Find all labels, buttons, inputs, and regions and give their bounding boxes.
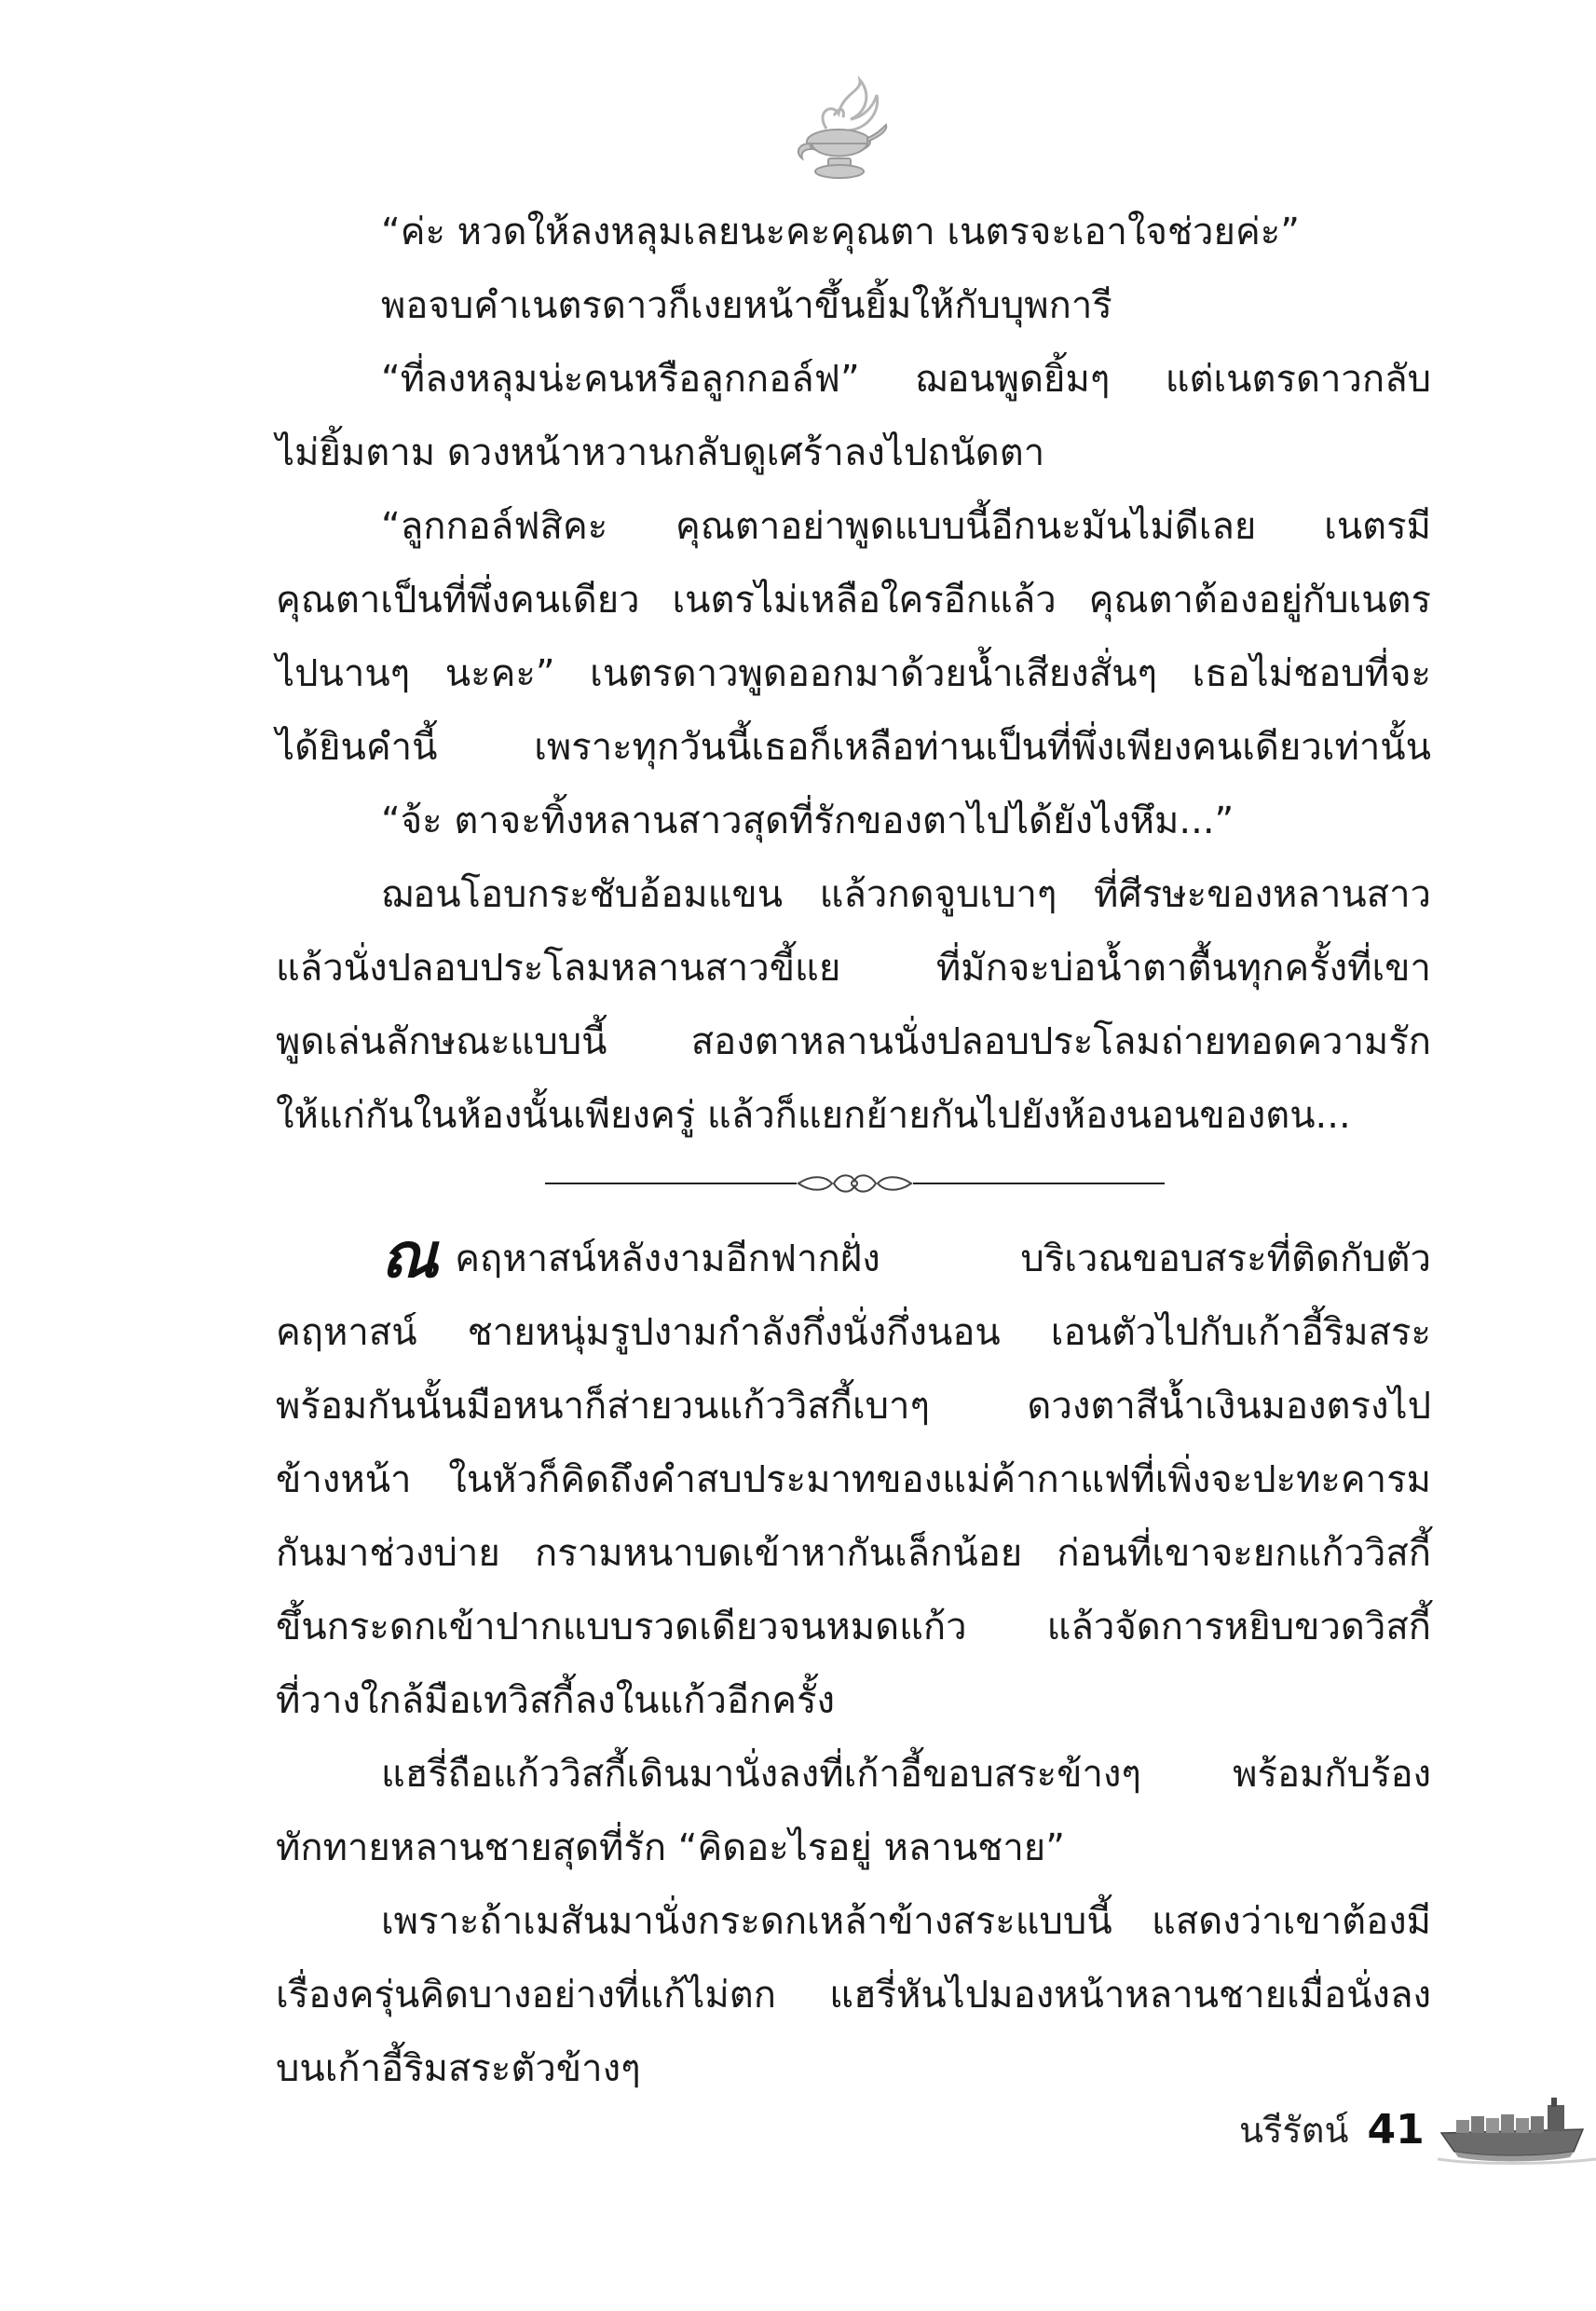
drop-cap: ณ: [381, 1219, 439, 1292]
text-line: ฌอนโอบกระชับอ้อมแขน แล้วกดจูบเบาๆ ที่ศีรษะของหลานสาว: [381, 873, 1431, 916]
text-line: ได้ยินคำนี้ เพราะทุกวันนี้เธอก็เหลือท่านเป็นที่พึ่งเพียงคนเดียวเท่านั้น: [276, 726, 1431, 769]
text-line: แล้วนั่งปลอบประโลมหลานสาวขี้แย ที่มักจะบ่อน้ำตาตื้นทุกครั้งที่เขา: [276, 947, 1431, 990]
text-line: คฤหาสน์หลังงามอีกฟากฝั่ง บริเวณขอบสระที่ติดกับตัว: [455, 1238, 1431, 1280]
page-footer: [1239, 2087, 1596, 2171]
text-line: คฤหาสน์ ชายหนุ่มรูปงามกำลังกึ่งนั่งกึ่งนอน เอนตัวไปกับเก้าอี้ริมสระ: [276, 1311, 1431, 1354]
text-line: ไปนานๆ นะคะ” เนตรดาวพูดออกมาด้วยน้ำเสียงสั่นๆ เธอไม่ชอบที่จะ: [276, 652, 1431, 695]
text-line: พร้อมกันนั้นมือหนาก็ส่ายวนแก้ววิสกี้เบาๆ ดวงตาสีน้ำเงินมองตรงไป: [276, 1385, 1431, 1428]
text-line: แฮรี่ถือแก้ววิสกี้เดินมานั่งลงที่เก้าอี้ขอบสระข้างๆ พร้อมกับร้อง: [381, 1753, 1431, 1796]
text-line: เรื่องครุ่นคิดบางอย่างที่แก้ไม่ตก แฮรี่หันไปมองหน้าหลานชายเมื่อนั่งลง: [276, 1974, 1431, 2017]
text-line: ที่วางใกล้มือเทวิสกี้ลงในแก้วอีกครั้ง: [276, 1679, 835, 1722]
flourish-divider-icon: [545, 1168, 1165, 1199]
text-line: พอจบคำเนตรดาวก็เงยหน้าขึ้นยิ้มให้กับบุพการี: [381, 284, 1112, 327]
paragraph-group-2: [276, 1219, 1431, 2106]
text-line: บนเก้าอี้ริมสระตัวข้างๆ: [276, 2047, 641, 2090]
text-line: “ลูกกอล์ฟสิคะ คุณตาอย่าพูดแบบนี้อีกนะมันไม่ดีเลย เนตรมี: [381, 505, 1431, 548]
footer-author: นรีรัตน์: [1239, 2109, 1349, 2151]
cargo-ship-icon: [1438, 2092, 1596, 2167]
text-line: “ที่ลงหลุมน่ะคนหรือลูกกอล์ฟ” ฌอนพูดยิ้มๆ แต่เนตรดาวกลับ: [381, 358, 1431, 401]
text-line: ให้แก่กันในห้องนั้นเพียงครู่ แล้วก็แยกย้ายกันไปยังห้องนอนของตน...: [276, 1094, 1351, 1137]
page-number: 41: [1367, 2105, 1425, 2154]
text-line: พูดเล่นลักษณะแบบนี้ สองตาหลานนั่งปลอบประโลมถ่ายทอดความรัก: [276, 1020, 1431, 1063]
text-line: ไม่ยิ้มตาม ดวงหน้าหวานกลับดูเศร้าลงไปถนัดตา: [276, 431, 1045, 474]
paragraph-group-1: [276, 196, 1431, 1153]
text-line: “จ้ะ ตาจะทิ้งหลานสาวสุดที่รักของตาไปได้ยังไงหึม...”: [381, 800, 1235, 842]
text-line-with-drop-cap: [276, 1219, 1431, 1296]
text-line: เพราะถ้าเมสันมานั่งกระดกเหล้าข้างสระแบบนี้ แสดงว่าเขาต้องมี: [381, 1900, 1431, 1943]
text-line: กันมาช่วงบ่าย กรามหนาบดเข้าหากันเล็กน้อย ก่อนที่เขาจะยกแก้ววิสกี้: [276, 1532, 1431, 1575]
genie-lamp-icon: [787, 75, 890, 182]
text-line: “ค่ะ หวดให้ลงหลุมเลยนะคะคุณตา เนตรจะเอาใจช่วยค่ะ”: [381, 211, 1300, 253]
text-line: ทักทายหลานชายสุดที่รัก “คิดอะไรอยู่ หลานชาย”: [276, 1826, 1065, 1869]
text-line: ขึ้นกระดกเข้าปากแบบรวดเดียวจนหมดแก้ว แล้วจัดการหยิบขวดวิสกี้: [276, 1606, 1431, 1648]
text-line: ข้างหน้า ในหัวก็คิดถึงคำสบประมาทของแม่ค้ากาแฟที่เพิ่งจะปะทะคารม: [276, 1458, 1431, 1501]
text-line: คุณตาเป็นที่พึ่งคนเดียว เนตรไม่เหลือใครอีกแล้ว คุณตาต้องอยู่กับเนตร: [276, 579, 1431, 622]
